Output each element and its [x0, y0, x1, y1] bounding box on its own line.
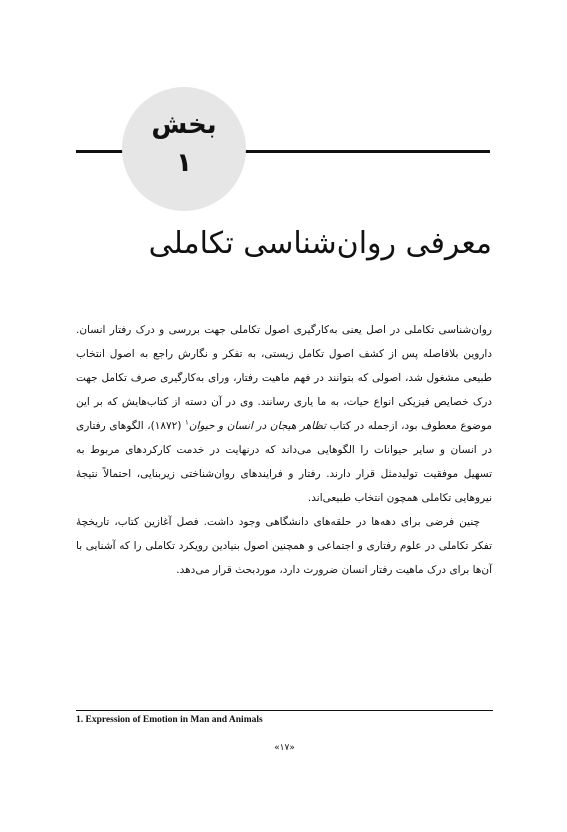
body-text	[76, 318, 492, 582]
book-title: تظاهر هیجان در انسان و حیوان	[188, 420, 326, 432]
page-number: «۱۷»	[274, 743, 295, 753]
chapter-number: ۱	[176, 148, 192, 178]
footnote: 1. Expression of Emotion in Man and Animals	[76, 715, 263, 725]
chapter-title: معرفی روان‌شناسی تکاملی	[148, 226, 492, 261]
chapter-label: بخش	[151, 110, 217, 140]
paragraph-2: چنین فرضی برای دهه‌ها در حلقه‌های دانشگاهی وجود داشت. فصل آغازین کتاب، تاریخچهٔ تفکر تکاملی در علوم رفتاری و اجتماعی و همچنین اصول بنیادین رویکرد تکاملی را که آشنایی با آن‌ها برای درک ماهیت رفتار انسان ضرورت دارد، موردبحث قرار می‌دهد.	[76, 516, 492, 576]
paragraph-1-before: روان‌شناسی تکاملی در اصل یعنی به‌کارگیری اصول تکاملی جهت بررسی و درک رفتار انسان. داروین بلافاصله پس از کشف اصول تکامل زیستی، به تفکر و نگارش راجع به اصول انتخاب طبیعی مشغول شد، اصولی که بتوانند در فهم ماهیت رفتار، ورای به‌کارگیری صرف تکامل جهت درک خصایص فیزیکی انواع حیات، به ما یاری رسانند. وی در آن دسته از کتاب‌هایش که بر این موضوع معطوف بود، ازجمله در کتاب	[76, 324, 493, 432]
footnote-reference[interactable]: ۱	[185, 418, 189, 427]
header-rule-right	[232, 150, 490, 153]
footnote-divider	[76, 710, 493, 711]
paragraph-1	[76, 318, 492, 510]
paragraph-1-after: (۱۸۷۲)، الگوهای رفتاری در انسان و سایر حیوانات را الگوهایی می‌داند که درنهایت در خدمت کارکردهای مربوط به تسهیل موفقیت تولیدمثل قرار دارند. رفتار و فرایندهای روان‌شناختی زیربنایی، احتمالاً نتیجهٔ نیروهایی تکاملی همچون انتخاب طبیعی‌اند.	[76, 420, 492, 504]
